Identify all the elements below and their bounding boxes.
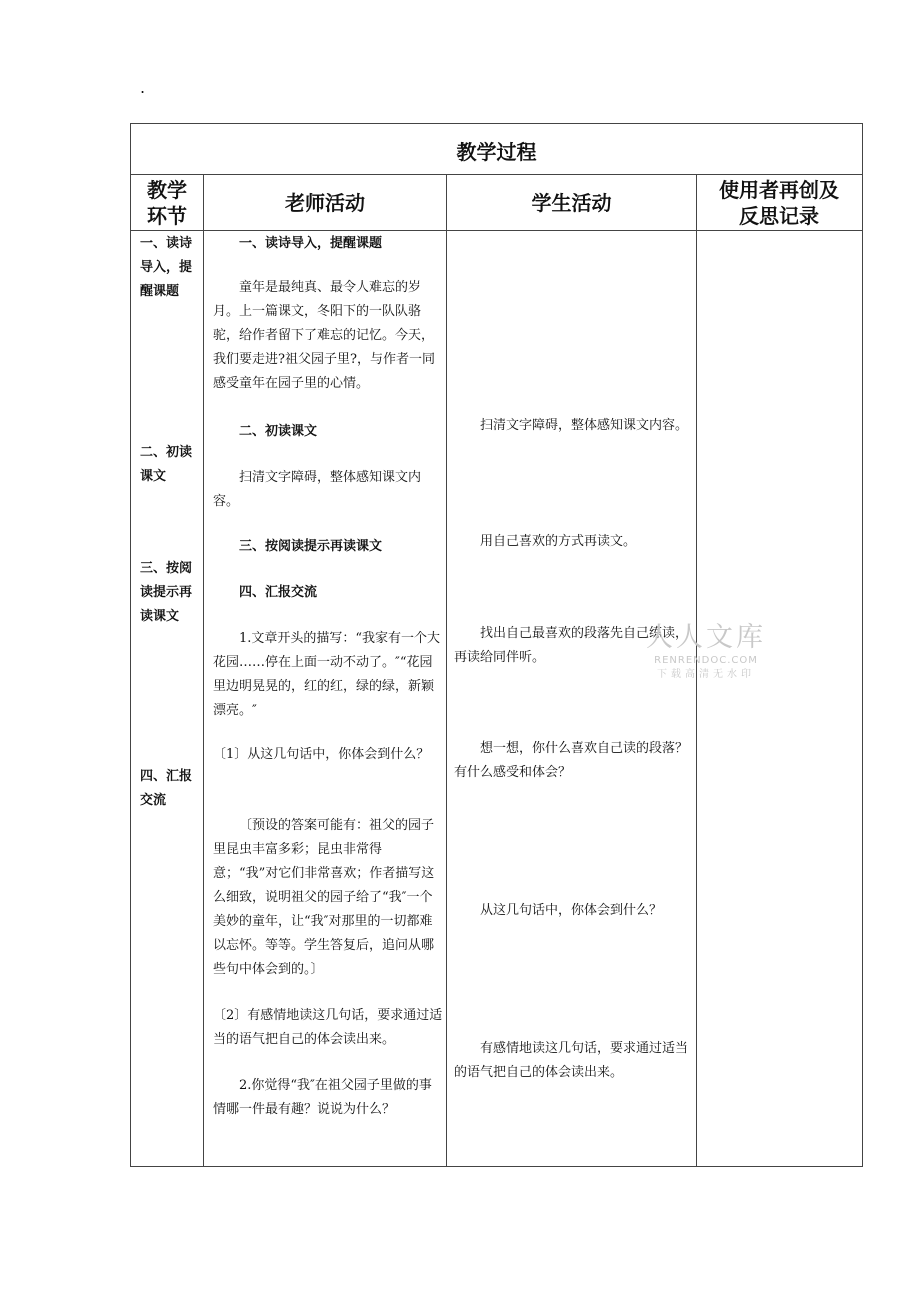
student-activity: 有感情地读这几句话，要求通过适当的语气把自己的体会读出来。 bbox=[454, 1041, 689, 1080]
divider bbox=[203, 174, 204, 1166]
divider bbox=[131, 230, 862, 231]
teacher-question: 〔2〕有感情地读这几句话，要求通过适当的语气把自己的体会读出来。 bbox=[213, 1008, 443, 1047]
watermark-site: RENRENDOC.COM bbox=[654, 655, 758, 666]
watermark-logo: 人人文库 bbox=[646, 622, 766, 653]
header-student: 学生活动 bbox=[531, 191, 612, 215]
header-section: 教学环节 bbox=[147, 178, 187, 228]
teacher-question: 2.你觉得“我″在祖父园子里做的事情哪一件最有趣？说说为什么？ bbox=[213, 1078, 432, 1117]
section-4: 四、汇报交流 bbox=[140, 769, 193, 808]
teacher-paragraph: 童年是最纯真、最令人难忘的岁月。上一篇课文，冬阳下的一队队骆驼，给作者留下了难忘的记忆。今天，我们要走进?祖父园子里?，与作者一同感受童年在园子里的心情。 bbox=[213, 280, 435, 391]
teacher-heading-1: 一、读诗导入，提醒课题 bbox=[239, 236, 383, 251]
section-2: 二、初读课文 bbox=[140, 445, 193, 484]
student-activity: 找出自己最喜欢的段落先自己练读，再读给同伴听。 bbox=[454, 626, 689, 665]
teacher-heading-2: 二、初读课文 bbox=[239, 424, 318, 439]
section-1: 一、读诗导入，提醒课题 bbox=[140, 236, 193, 299]
student-activity: 从这几句话中，你体会到什么？ bbox=[480, 903, 663, 918]
student-activity: 想一想，你什么喜欢自己读的段落？有什么感受和体会？ bbox=[454, 741, 689, 780]
header-teacher: 老师活动 bbox=[285, 191, 365, 215]
watermark bbox=[646, 622, 766, 682]
section-3: 三、按阅读提示再读课文 bbox=[140, 561, 193, 624]
teacher-heading-4: 四、汇报交流 bbox=[239, 585, 318, 600]
header-notes: 使用者再创及反思记录 bbox=[719, 178, 839, 228]
teacher-paragraph: 扫清文字障碍，整体感知课文内容。 bbox=[213, 470, 422, 509]
teacher-paragraph: 1.文章开头的描写：“我家有一个大花园……停在上面一动不动了。″“花园里边明晃晃的，红的红，绿的绿，新颖漂亮。″ bbox=[213, 631, 441, 718]
table-title: 教学过程 bbox=[456, 140, 537, 164]
student-activity: 扫清文字障碍，整体感知课文内容。 bbox=[480, 418, 689, 433]
student-activity: 用自己喜欢的方式再读文。 bbox=[480, 534, 637, 549]
teacher-heading-3: 三、按阅读提示再读课文 bbox=[239, 539, 383, 554]
divider bbox=[131, 174, 862, 175]
teacher-paragraph: 〔预设的答案可能有：祖父的园子里昆虫丰富多彩；昆虫非常得意；“我”对它们非常喜欢；作者描写这么细致，说明祖父的园子给了“我″一个美妙的童年，让“我″对那里的一切都难以忘怀。等等。学生答复后，追问从哪些句中体会到的。〕 bbox=[213, 818, 435, 977]
watermark-tagline: 下载高清无水印 bbox=[657, 669, 755, 680]
teacher-question: 〔1〕从这几句话中，你体会到什么？ bbox=[213, 747, 430, 762]
page-mark: . bbox=[140, 78, 146, 97]
divider bbox=[446, 174, 447, 1166]
